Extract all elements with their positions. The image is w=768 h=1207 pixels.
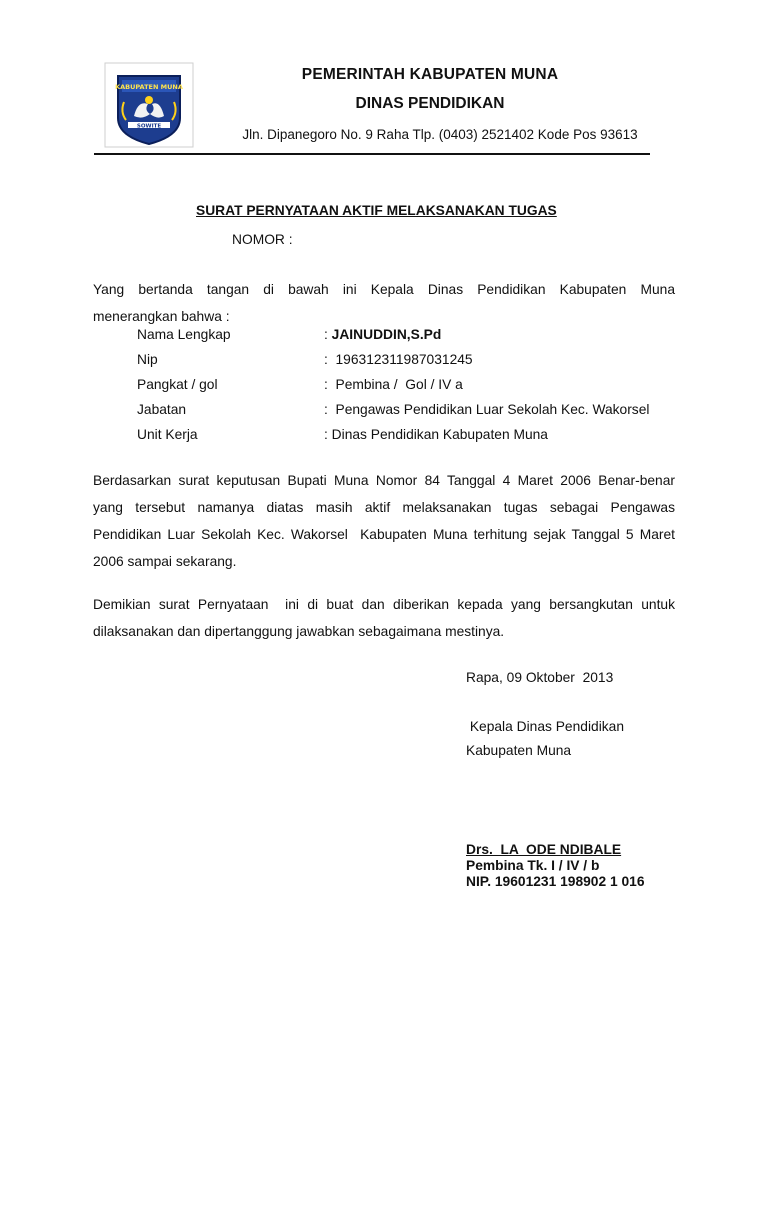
field-label: Nama Lengkap [137,327,231,342]
closing-line: dilaksanakan dan dipertanggung jawabkan sebagaimana mestinya. [93,624,505,639]
field-row-name [137,327,441,352]
logo-motto: SOWITE [136,123,162,130]
field-value: JAINUDDIN,S.Pd [331,327,442,342]
office-address: Jln. Dipanegoro No. 9 Raha Tlp. (0403) 2521402 Kode Pos 93613 [242,127,638,142]
place-date: Rapa, 09 Oktober 2013 [466,670,614,685]
field-colon: : [324,377,336,392]
signer-name: Drs. LA ODE NDIBALE [466,842,622,857]
field-label: Pangkat / gol [137,377,218,392]
signer-position-region: Kabupaten Muna [466,743,572,758]
field-colon: : [324,402,336,417]
body-line: 2006 sampai sekarang. [93,554,237,569]
body-line: Berdasarkan surat keputusan Bupati Muna Nomor 84 Tanggal 4 Maret 2006 Benar-benar [93,473,675,488]
field-colon: : [324,352,336,367]
header-divider [94,153,650,155]
field-label: Jabatan [137,402,187,417]
field-label: Unit Kerja [137,427,198,442]
field-row-unit [137,427,548,452]
field-value: Dinas Pendidikan Kabupaten Muna [331,427,548,442]
intro-line: menerangkan bahwa : [93,309,230,324]
letter-number: NOMOR : [232,232,293,247]
body-line: yang tersebut namanya diatas masih aktif melaksanakan tugas sebagai Pengawas [93,500,675,515]
field-colon: : [324,427,332,442]
field-row-rank [137,377,463,402]
field-colon: : [324,327,332,342]
field-value: Pengawas Pendidikan Luar Sekolah Kec. Wakorsel [335,402,650,417]
field-label: Nip [137,352,158,367]
intro-paragraph [93,276,675,330]
office-name: DINAS PENDIDIKAN [355,95,505,112]
field-row-position [137,402,649,427]
field-value: 196312311987031245 [335,352,473,367]
signer-position: Kepala Dinas Pendidikan [466,719,625,734]
closing-line: Demikian surat Pernyataan ini di buat dan diberikan kepada yang bersangkutan untuk [93,597,675,612]
signer-nip: NIP. 19601231 198902 1 016 [466,874,645,889]
intro-line: Yang bertanda tangan di bawah ini Kepala Dinas Pendidikan Kabupaten Muna [93,282,675,297]
logo-text: KABUPATEN MUNA [115,83,183,91]
government-name: PEMERINTAH KABUPATEN MUNA [301,66,559,83]
body-paragraph [93,467,675,575]
letter-title: SURAT PERNYATAAN AKTIF MELAKSANAKAN TUGAS [196,203,557,218]
closing-paragraph [93,591,675,645]
signer-rank: Pembina Tk. I / IV / b [466,858,600,873]
body-line: Pendidikan Luar Sekolah Kec. Wakorsel Kabupaten Muna terhitung sejak Tanggal 5 Maret [93,527,675,542]
field-value: Pembina / Gol / IV a [335,377,463,392]
field-row-nip [137,352,473,377]
